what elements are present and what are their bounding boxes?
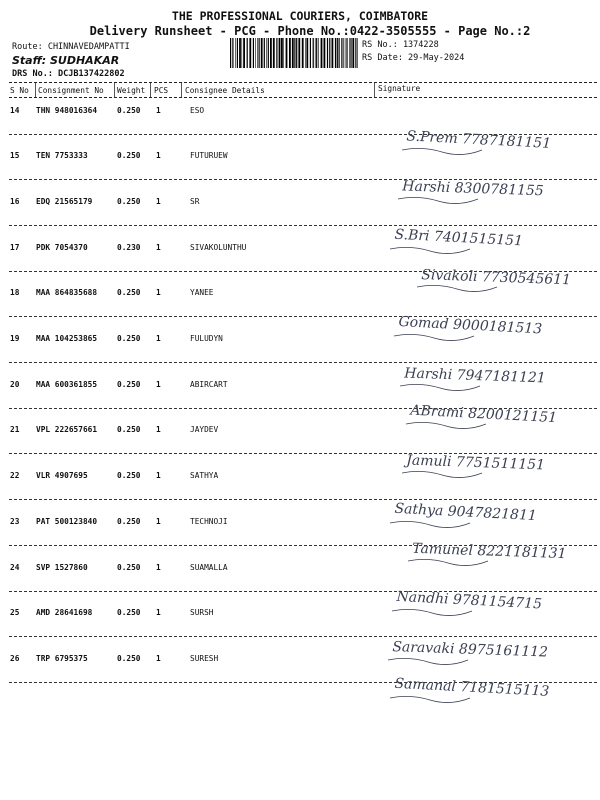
row-pcs: 1 [156, 106, 161, 115]
row-sno: 24 [10, 563, 20, 572]
row-weight: 0.250 [117, 197, 141, 206]
barcode-image [230, 38, 358, 68]
col-header-pcs: PCS [154, 86, 169, 95]
row-pcs: 1 [156, 608, 161, 617]
row-consignee: JAYDEV [190, 425, 219, 434]
row-sno: 21 [10, 425, 20, 434]
signature-image [376, 128, 594, 168]
row-pcs: 1 [156, 334, 161, 343]
row-consignee: ESO [190, 106, 205, 115]
row-pcs: 1 [156, 517, 161, 526]
row-consignment: THN 948016364 [36, 106, 98, 115]
row-consignment: PAT 500123840 [36, 517, 98, 526]
row-consignee: FULUDYN [190, 334, 223, 343]
row-sno: 14 [10, 106, 20, 115]
rs-date: RS Date: 29-May-2024 [362, 53, 465, 63]
row-weight: 0.250 [117, 517, 141, 526]
row-sno: 17 [10, 243, 20, 252]
row-pcs: 1 [156, 563, 161, 572]
col-header-consignee: Consignee Details [185, 86, 265, 95]
signature-image [376, 314, 594, 354]
header-bottom-rule [9, 97, 597, 98]
runsheet-subtitle: Delivery Runsheet - PCG - Phone No.:0422-3505555 - Page No.:2 [89, 24, 531, 38]
signature-image [376, 451, 594, 491]
col-divider [374, 83, 375, 97]
row-separator [9, 499, 597, 500]
row-consignment: PDK 7054370 [36, 243, 88, 252]
svg-text:Jamuli 7751511151: Jamuli 7751511151 [406, 452, 546, 474]
signature-image [376, 638, 594, 678]
row-consignee: FUTURUEW [190, 151, 228, 160]
svg-text:ABrami 8200121151: ABrami 8200121151 [410, 402, 558, 427]
row-pcs: 1 [156, 243, 161, 252]
row-pcs: 1 [156, 151, 161, 160]
col-header-weight: Weight [117, 86, 146, 95]
signature-image [376, 265, 594, 305]
row-weight: 0.250 [117, 471, 141, 480]
col-divider [114, 83, 115, 97]
svg-text:S.Prem 7787181151: S.Prem 7787181151 [406, 128, 552, 152]
row-pcs: 1 [156, 654, 161, 663]
row-separator [9, 362, 597, 363]
row-pcs: 1 [156, 288, 161, 297]
svg-text:Tamunel 8221181131: Tamunel 8221181131 [412, 540, 567, 563]
row-sno: 16 [10, 197, 20, 206]
row-consignee: SIVAKOLUNTHU [190, 243, 247, 252]
svg-text:Saravaki 8975161112: Saravaki 8975161112 [392, 639, 549, 661]
row-weight: 0.230 [117, 243, 141, 252]
svg-text:Samanal 7181515113: Samanal 7181515113 [394, 675, 550, 700]
row-sno: 19 [10, 334, 20, 343]
svg-text:Harshi 8300781155: Harshi 8300781155 [402, 178, 544, 200]
signature-image [376, 589, 594, 629]
row-consignment: EDQ 21565179 [36, 197, 93, 206]
svg-text:Nandhi 9781154715: Nandhi 9781154715 [396, 588, 543, 613]
svg-text:S.Bri 7401515151: S.Bri 7401515151 [394, 226, 524, 250]
row-consignment: TEN 7753333 [36, 151, 88, 160]
row-sno: 26 [10, 654, 20, 663]
row-consignment: AMD 28641698 [36, 608, 93, 617]
svg-text:Sathya 9047821811: Sathya 9047821811 [394, 500, 538, 525]
signature-image [376, 402, 594, 442]
signature-image [376, 501, 594, 541]
drs-number: DRS No.: DCJB137422802 [12, 69, 125, 79]
svg-text:Harshi 7947181121: Harshi 7947181121 [404, 365, 546, 387]
row-consignee: SUAMALLA [190, 563, 228, 572]
row-weight: 0.250 [117, 334, 141, 343]
staff-label: Staff: SUDHAKAR [12, 54, 120, 67]
row-consignment: SVP 1527860 [36, 563, 88, 572]
row-consignee: YANEE [190, 288, 214, 297]
row-consignee: ABIRCART [190, 380, 228, 389]
col-header-consignment: Consignment No [38, 86, 104, 95]
col-divider [150, 83, 151, 97]
row-weight: 0.250 [117, 288, 141, 297]
signature-image [376, 227, 594, 267]
svg-text:Sivakoli 7730545611: Sivakoli 7730545611 [421, 267, 572, 289]
col-divider [181, 83, 182, 97]
signature-image [376, 676, 594, 716]
row-sno: 15 [10, 151, 20, 160]
row-weight: 0.250 [117, 380, 141, 389]
row-weight: 0.250 [117, 106, 141, 115]
row-consignment: MAA 600361855 [36, 380, 98, 389]
row-consignee: SURESH [190, 654, 219, 663]
row-sno: 23 [10, 517, 20, 526]
row-sno: 20 [10, 380, 20, 389]
header-top-rule [9, 82, 597, 83]
row-weight: 0.250 [117, 563, 141, 572]
rs-number: RS No.: 1374228 [362, 40, 439, 50]
row-pcs: 1 [156, 471, 161, 480]
row-weight: 0.250 [117, 151, 141, 160]
row-weight: 0.250 [117, 425, 141, 434]
row-consignee: SR [190, 197, 200, 206]
row-consignment: MAA 864835688 [36, 288, 98, 297]
col-header-sno: S No [10, 86, 29, 95]
row-sno: 25 [10, 608, 20, 617]
row-consignment: VLR 4907695 [36, 471, 88, 480]
row-pcs: 1 [156, 425, 161, 434]
svg-text:Gomad 9000181513: Gomad 9000181513 [398, 313, 543, 338]
signature-image [376, 177, 594, 217]
col-divider [35, 83, 36, 97]
row-sno: 18 [10, 288, 20, 297]
row-consignment: TRP 6795375 [36, 654, 88, 663]
row-consignee: SATHYA [190, 471, 219, 480]
row-consignment: VPL 222657661 [36, 425, 98, 434]
route-label: Route: CHINNAVEDAMPATTI [12, 42, 130, 52]
row-consignment: MAA 104253865 [36, 334, 98, 343]
row-sno: 22 [10, 471, 20, 480]
row-weight: 0.250 [117, 608, 141, 617]
row-separator [9, 636, 597, 637]
row-consignee: TECHNOJI [190, 517, 228, 526]
signature-image [376, 364, 594, 404]
row-consignee: SURSH [190, 608, 214, 617]
row-weight: 0.250 [117, 654, 141, 663]
row-separator [9, 225, 597, 226]
row-pcs: 1 [156, 197, 161, 206]
company-title: THE PROFESSIONAL COURIERS, COIMBATORE [171, 9, 429, 23]
col-header-signature: Signature [378, 84, 421, 93]
signature-image [376, 539, 594, 579]
row-pcs: 1 [156, 380, 161, 389]
